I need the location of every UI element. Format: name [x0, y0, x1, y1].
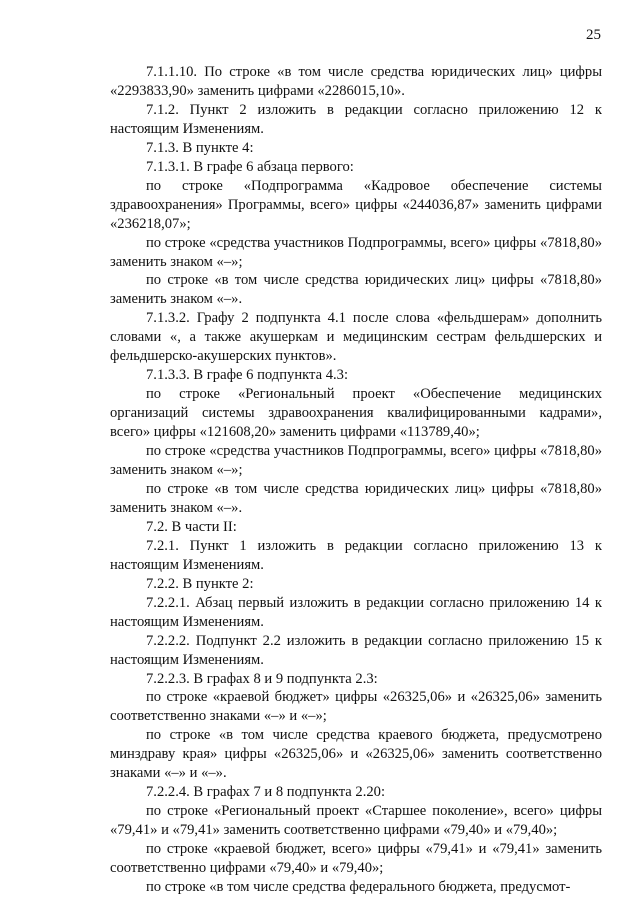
- paragraph: 7.2.2.1. Абзац первый изложить в редакции согласно приложению 14 к настоящим Изменениям.: [110, 594, 602, 630]
- paragraph: 7.1.3.1. В графе 6 абзаца первого:: [146, 158, 354, 175]
- paragraph: 7.2. В части II:: [146, 518, 237, 535]
- paragraph: 7.1.3.2. Графу 2 подпункта 4.1 после слова «фельдшерам» дополнить словами «, а также акушеркам и медицинским сестрам фельдшерских и фельдшерско-акушерских пунктов».: [110, 310, 602, 365]
- paragraph: по строке «краевой бюджет» цифры «26325,06» и «26325,06» заменить соответственно знаками «–» и «–»;: [110, 689, 602, 725]
- paragraph: по строке «краевой бюджет, всего» цифры «79,41» и «79,41» заменить соответственно цифрами «79,40» и «79,40»;: [110, 841, 602, 877]
- paragraph: по строке «Региональный проект «Старшее поколение», всего» цифры «79,41» и «79,41» заменить соответственно цифрами «79,40» и «79,40»;: [110, 803, 602, 839]
- paragraph: 7.1.3.3. В графе 6 подпункта 4.3:: [146, 367, 349, 384]
- paragraph: 7.2.1. Пункт 1 изложить в редакции согласно приложению 13 к настоящим Изменениям.: [110, 537, 602, 573]
- paragraph: 7.1.1.10. По строке «в том числе средства юридических лиц» цифры «2293833,90» заменить цифрами «2286015,10».: [110, 64, 602, 99]
- paragraph: по строке «в том числе средства федерального бюджета, предусмот-: [146, 878, 571, 895]
- paragraph: по строке «в том числе средства краевого бюджета, предусмотрено минздраву края» цифры «26325,06» и «26325,06» заменить соответственно знаками «–» и «–».: [110, 727, 602, 782]
- paragraph: по строке «средства участников Подпрограммы, всего» цифры «7818,80» заменить знаком «–»;: [110, 443, 602, 479]
- paragraph: 7.2.2. В пункте 2:: [146, 575, 254, 592]
- paragraph: по строке «Региональный проект «Обеспечение медицинских организаций системы здравоохранения квалифицированными кадрами», всего» цифры «121608,20» заменить цифрами «113789,40»;: [110, 386, 602, 441]
- paragraph: по строке «в том числе средства юридических лиц» цифры «7818,80» заменить знаком «–».: [110, 272, 602, 308]
- paragraph: 7.2.2.2. Подпункт 2.2 изложить в редакции согласно приложению 15 к настоящим Изменениям.: [110, 632, 602, 668]
- paragraph: по строке «в том числе средства юридических лиц» цифры «7818,80» заменить знаком «–».: [110, 480, 602, 516]
- document-body: [110, 63, 602, 897]
- page-number: 25: [586, 27, 601, 43]
- paragraph: 7.2.2.3. В графах 8 и 9 подпункта 2.3:: [146, 670, 378, 687]
- paragraph: по строке «средства участников Подпрограммы, всего» цифры «7818,80» заменить знаком «–»;: [110, 234, 602, 270]
- paragraph: 7.1.3. В пункте 4:: [146, 139, 254, 156]
- paragraph: по строке «Подпрограмма «Кадровое обеспечение системы здравоохранения» Программы, всего» цифры «244036,87» заменить цифрами «236218,07»;: [110, 177, 602, 232]
- paragraph: 7.1.2. Пункт 2 изложить в редакции согласно приложению 12 к настоящим Изменениям.: [110, 101, 602, 137]
- paragraph: 7.2.2.4. В графах 7 и 8 подпункта 2.20:: [146, 784, 386, 801]
